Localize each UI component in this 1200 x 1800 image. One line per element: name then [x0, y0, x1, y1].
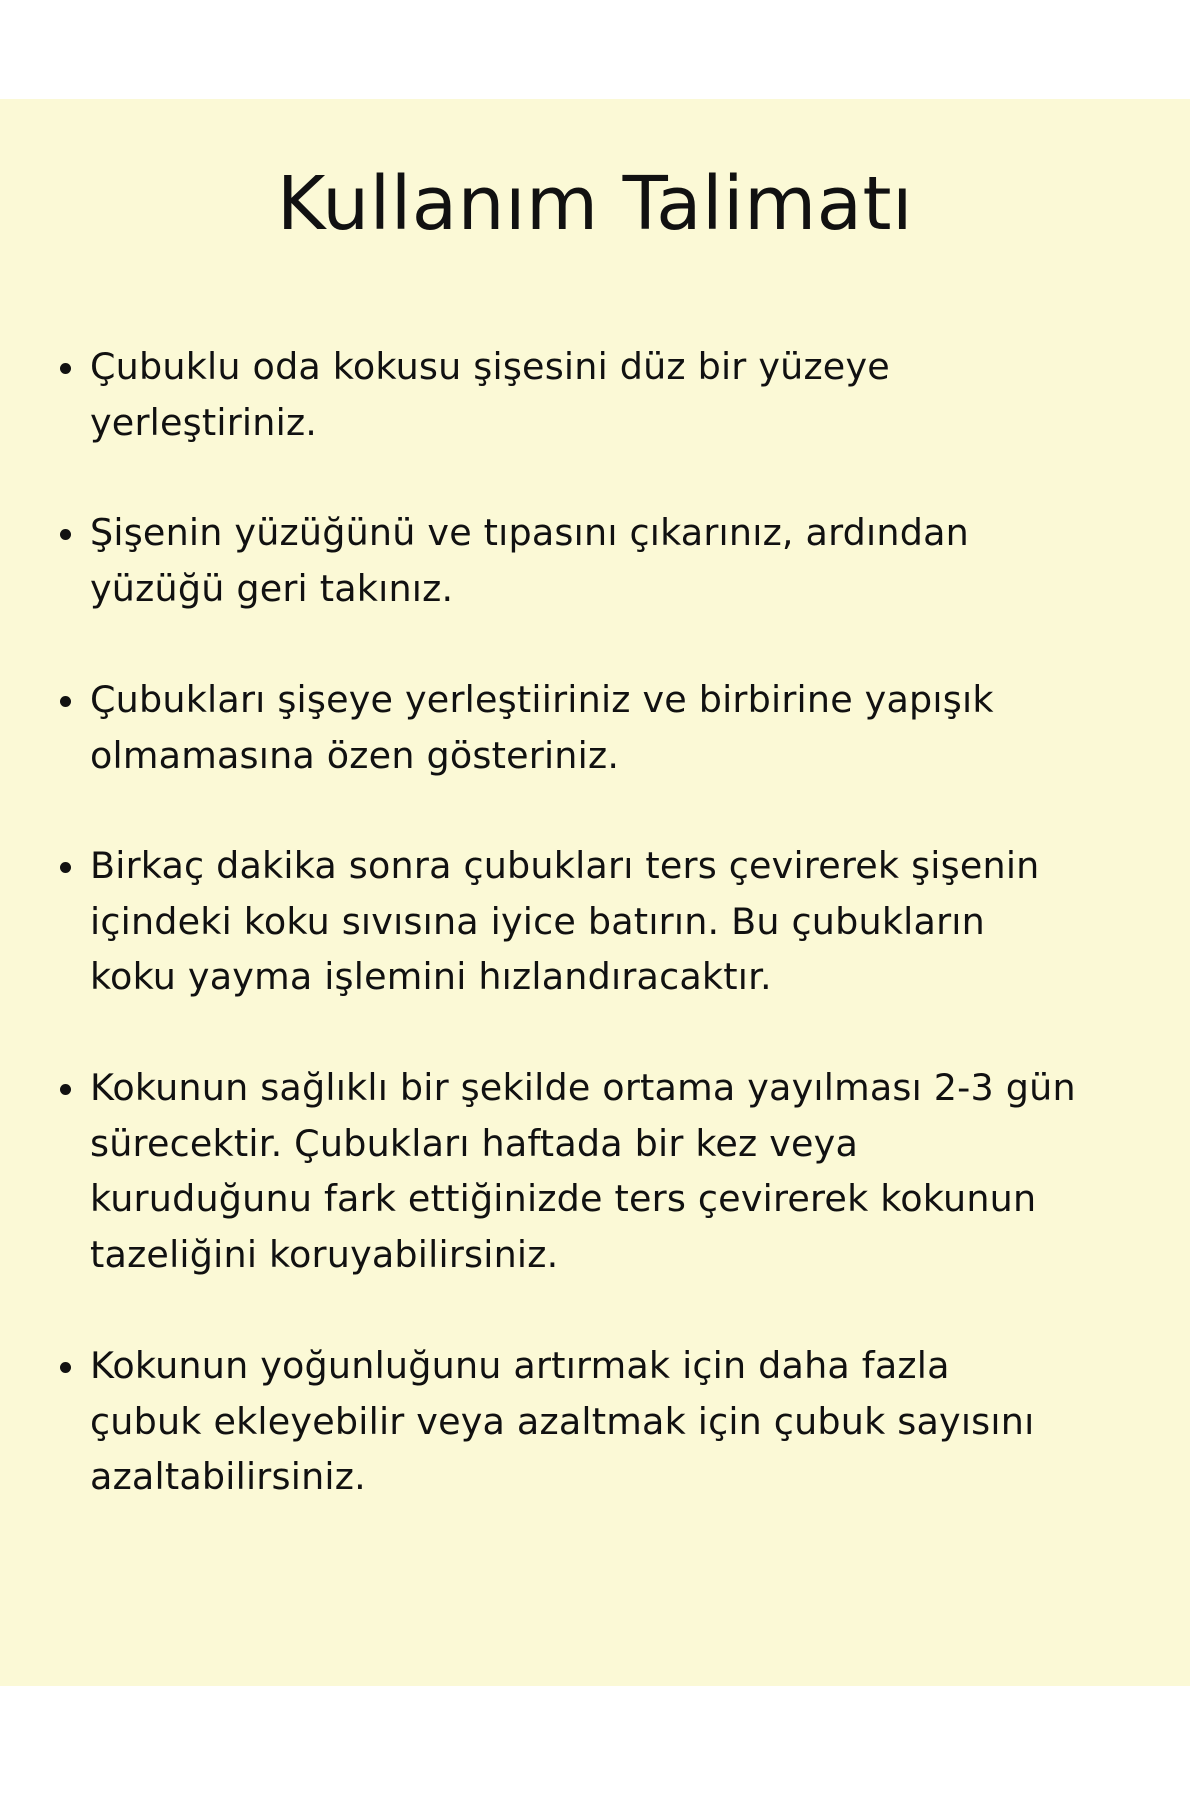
bullet-icon — [60, 1362, 71, 1373]
instruction-line: Çubukları şişeye yerleştiiriniz ve birbirine yapışık — [90, 678, 994, 721]
instruction-line: olmamasına özen gösteriniz. — [90, 733, 620, 777]
instruction-line: kuruduğunu fark ettiğinizde ters çevirerek kokunun — [90, 1177, 1037, 1220]
page-title: Kullanım Talimatı — [276, 161, 914, 247]
instruction-line: Kokunun yoğunluğunu artırmak için daha fazla — [90, 1344, 950, 1387]
bullet-icon — [60, 696, 71, 707]
bullet-icon — [60, 529, 71, 540]
instruction-line: Şişenin yüzüğünü ve tıpasını çıkarınız, ardından — [90, 511, 969, 554]
instruction-text — [90, 505, 1180, 616]
instruction-line: azaltabilirsiniz. — [90, 1455, 366, 1498]
instruction-line: sürecektir. Çubukları haftada bir kez veya — [90, 1121, 859, 1165]
instruction-text — [90, 672, 1180, 783]
bullet-icon — [60, 1084, 71, 1095]
instruction-line: koku yayma işlemini hızlandıracaktır. — [90, 955, 772, 998]
instruction-line: çubuk ekleyebilir veya azaltmak için çubuk sayısını — [90, 1399, 1035, 1443]
instruction-text — [90, 1060, 1180, 1282]
instruction-line: tazeliğini koruyabilirsiniz. — [90, 1232, 559, 1276]
instruction-line: Çubuklu oda kokusu şişesini düz bir yüzeye — [90, 345, 890, 388]
instruction-line: Kokunun sağlıklı bir şekilde ortama yayılması 2-3 gün — [90, 1066, 1076, 1109]
instruction-line: Birkaç dakika sonra çubukları ters çevirerek şişenin — [90, 844, 1040, 887]
bullet-icon — [60, 363, 71, 374]
instruction-text — [90, 1338, 1180, 1505]
instruction-text — [90, 838, 1180, 1005]
instruction-line: içindeki koku sıvısına iyice batırın. Bu çubukların — [90, 899, 985, 943]
instruction-text — [90, 339, 1180, 450]
instruction-line: yüzüğü geri takınız. — [90, 566, 454, 610]
instruction-line: yerleştiriniz. — [90, 400, 318, 444]
bullet-icon — [60, 862, 71, 873]
